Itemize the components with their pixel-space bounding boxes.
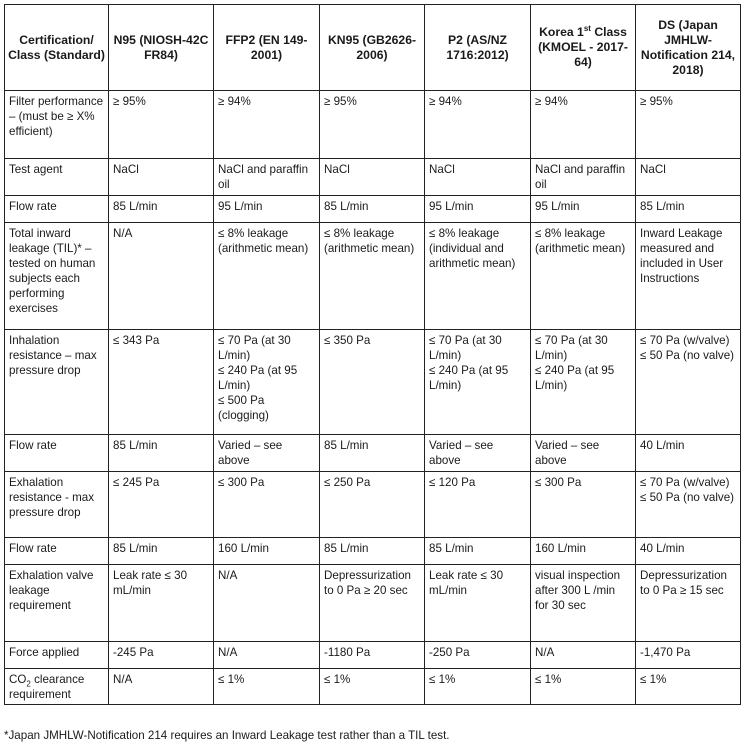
- row-label: Force applied: [5, 642, 109, 669]
- row-label: Flow rate: [5, 538, 109, 565]
- header-cell-p2: P2 (AS/NZ 1716:2012): [425, 5, 531, 91]
- cell-line: ≤ 300 Pa: [218, 476, 265, 489]
- table-cell: [320, 565, 425, 642]
- table-cell: [531, 330, 636, 435]
- table-cell: [320, 642, 425, 669]
- cell-line: ≤ 1%: [218, 673, 245, 686]
- header-cell-standard: Certification/ Class (Standard): [5, 5, 109, 91]
- cell-line: 40 L/min: [640, 439, 685, 452]
- cell-line: 160 L/min: [218, 542, 269, 555]
- cell-line: Varied – see above: [535, 439, 603, 467]
- row-label: Inhalation resistance – max pressure drop: [5, 330, 109, 435]
- table-cell: [636, 223, 741, 330]
- table-cell: [320, 91, 425, 159]
- mask-standards-table: [4, 4, 741, 705]
- header-row: [5, 5, 741, 91]
- row-label: Total inward leakage (TIL)* – tested on human subjects each performing exercises: [5, 223, 109, 330]
- cell-line: ≤ 240 Pa (at 95 L/min): [535, 364, 618, 392]
- table-cell: [636, 472, 741, 538]
- table-cell: [531, 91, 636, 159]
- cell-line: Varied – see above: [429, 439, 497, 467]
- cell-line: ≤ 350 Pa: [324, 334, 371, 347]
- table-cell: [109, 223, 214, 330]
- row-label-sub: 2: [26, 679, 31, 689]
- cell-line: N/A: [113, 227, 133, 240]
- table-cell: [636, 91, 741, 159]
- table-cell: [109, 565, 214, 642]
- cell-line: ≤ 240 Pa (at 95 L/min): [218, 364, 301, 392]
- table-cell: [320, 159, 425, 196]
- header-cell-ffp2: FFP2 (EN 149-2001): [214, 5, 320, 91]
- cell-line: ≤ 245 Pa: [113, 476, 160, 489]
- table-cell: [109, 330, 214, 435]
- cell-line: 160 L/min: [535, 542, 586, 555]
- table-cell: [425, 330, 531, 435]
- cell-line: ≤ 240 Pa (at 95 L/min): [429, 364, 512, 392]
- cell-line: -245 Pa: [113, 646, 154, 659]
- cell-line: ≥ 94%: [429, 95, 462, 108]
- row-label: Flow rate: [5, 435, 109, 472]
- table-cell: [636, 159, 741, 196]
- table-row: [5, 642, 741, 669]
- cell-line: 85 L/min: [113, 439, 158, 452]
- table-cell: [214, 91, 320, 159]
- row-label: [5, 669, 109, 705]
- table-cell: [425, 223, 531, 330]
- row-label-post: clearance requirement: [9, 673, 85, 701]
- table-cell: [531, 538, 636, 565]
- table-cell: [214, 538, 320, 565]
- cell-line: Inward Leakage measured and included in User Instructions: [640, 227, 727, 285]
- cell-line: ≥ 94%: [218, 95, 251, 108]
- table-row: [5, 196, 741, 223]
- table-cell: [320, 196, 425, 223]
- cell-line: ≤ 8% leakage (arithmetic mean): [535, 227, 626, 255]
- table-cell: [109, 196, 214, 223]
- row-label: Flow rate: [5, 196, 109, 223]
- cell-line: ≥ 94%: [535, 95, 568, 108]
- table-cell: [636, 565, 741, 642]
- header-cell-n95: N95 (NIOSH-42C FR84): [109, 5, 214, 91]
- cell-line: Varied – see above: [218, 439, 286, 467]
- cell-line: ≤ 70 Pa (at 30 L/min): [218, 334, 294, 362]
- table-cell: [531, 669, 636, 705]
- cell-line: ≤ 50 Pa (no valve): [640, 491, 735, 504]
- table-row: [5, 669, 741, 705]
- cell-line: ≤ 343 Pa: [113, 334, 160, 347]
- cell-line: N/A: [535, 646, 555, 659]
- cell-line: ≤ 8% leakage (arithmetic mean): [218, 227, 309, 255]
- table-cell: [425, 196, 531, 223]
- cell-line: ≤ 120 Pa: [429, 476, 476, 489]
- table-cell: [636, 538, 741, 565]
- table-body: [5, 91, 741, 705]
- row-label-pre: CO: [9, 673, 27, 686]
- cell-line: ≤ 300 Pa: [535, 476, 582, 489]
- table-cell: [531, 472, 636, 538]
- table-cell: [425, 642, 531, 669]
- table-cell: [320, 223, 425, 330]
- header-cell-korea: [531, 5, 636, 91]
- table-cell: [214, 435, 320, 472]
- cell-line: NaCl: [640, 163, 666, 176]
- cell-line: N/A: [218, 569, 238, 582]
- table-cell: [320, 538, 425, 565]
- table-cell: [109, 435, 214, 472]
- cell-line: NaCl: [113, 163, 139, 176]
- cell-line: ≤ 1%: [640, 673, 667, 686]
- table-cell: [636, 642, 741, 669]
- cell-line: 85 L/min: [113, 200, 158, 213]
- table-cell: [425, 472, 531, 538]
- table-cell: [214, 159, 320, 196]
- cell-line: ≤ 70 Pa (w/valve): [640, 476, 730, 489]
- cell-line: 85 L/min: [113, 542, 158, 555]
- table-cell: [425, 159, 531, 196]
- cell-line: ≤ 8% leakage (arithmetic mean): [324, 227, 415, 255]
- cell-line: N/A: [218, 646, 238, 659]
- header-cell-kn95: KN95 (GB2626-2006): [320, 5, 425, 91]
- cell-line: visual inspection after 300 L /min for 30 sec: [535, 569, 624, 612]
- row-label: Filter performance – (must be ≥ X% efficient): [5, 91, 109, 159]
- table-cell: [636, 330, 741, 435]
- cell-line: 85 L/min: [640, 200, 685, 213]
- table-cell: [109, 159, 214, 196]
- row-label: Exhalation valve leakage requirement: [5, 565, 109, 642]
- cell-line: 95 L/min: [218, 200, 263, 213]
- table-row: [5, 565, 741, 642]
- table-cell: [425, 538, 531, 565]
- row-label: Exhalation resistance - max pressure drop: [5, 472, 109, 538]
- table-cell: [214, 196, 320, 223]
- cell-line: ≤ 8% leakage (individual and arithmetic mean): [429, 227, 516, 270]
- cell-line: 95 L/min: [535, 200, 580, 213]
- table-row: [5, 91, 741, 159]
- cell-line: ≤ 50 Pa (no valve): [640, 349, 735, 362]
- table-cell: [636, 435, 741, 472]
- cell-line: ≤ 1%: [429, 673, 456, 686]
- cell-line: -1180 Pa: [324, 646, 371, 659]
- table-row: [5, 435, 741, 472]
- cell-line: ≤ 250 Pa: [324, 476, 371, 489]
- cell-line: NaCl: [429, 163, 455, 176]
- table-cell: [531, 159, 636, 196]
- cell-line: ≤ 500 Pa (clogging): [218, 394, 269, 422]
- cell-line: 95 L/min: [429, 200, 474, 213]
- cell-line: ≤ 1%: [324, 673, 351, 686]
- row-label: Test agent: [5, 159, 109, 196]
- table-cell: [531, 196, 636, 223]
- table-cell: [214, 565, 320, 642]
- table-row: [5, 159, 741, 196]
- table-row: [5, 472, 741, 538]
- cell-line: ≥ 95%: [324, 95, 357, 108]
- table-cell: [109, 669, 214, 705]
- cell-line: 85 L/min: [324, 542, 369, 555]
- cell-line: 85 L/min: [324, 200, 369, 213]
- table-cell: [214, 223, 320, 330]
- cell-line: 85 L/min: [324, 439, 369, 452]
- table-cell: [214, 669, 320, 705]
- table-cell: [109, 642, 214, 669]
- cell-line: NaCl: [324, 163, 350, 176]
- header-korea-rest: Class (KMOEL - 2017-64): [538, 25, 628, 69]
- table-cell: [214, 642, 320, 669]
- table-cell: [425, 435, 531, 472]
- table-cell: [531, 642, 636, 669]
- cell-line: Leak rate ≤ 30 mL/min: [429, 569, 507, 597]
- table-cell: [636, 669, 741, 705]
- table-cell: [109, 472, 214, 538]
- table-cell: [320, 330, 425, 435]
- header-cell-ds: DS (Japan JMHLW-Notification 214, 2018): [636, 5, 741, 91]
- cell-line: Depressurization to 0 Pa ≥ 15 sec: [640, 569, 731, 597]
- table-cell: [214, 330, 320, 435]
- cell-line: N/A: [113, 673, 133, 686]
- table-cell: [320, 435, 425, 472]
- table-cell: [320, 472, 425, 538]
- header-korea-sup: st: [583, 23, 591, 33]
- table-cell: [109, 538, 214, 565]
- table-cell: [109, 91, 214, 159]
- header-korea-main: Korea 1: [539, 25, 584, 39]
- table-cell: [425, 91, 531, 159]
- table-cell: [636, 196, 741, 223]
- cell-line: -1,470 Pa: [640, 646, 691, 659]
- table-cell: [214, 472, 320, 538]
- cell-line: ≤ 70 Pa (at 30 L/min): [429, 334, 505, 362]
- table-cell: [425, 565, 531, 642]
- table-row: [5, 538, 741, 565]
- cell-line: 40 L/min: [640, 542, 685, 555]
- table-cell: [320, 669, 425, 705]
- cell-line: ≤ 70 Pa (at 30 L/min): [535, 334, 611, 362]
- cell-line: Leak rate ≤ 30 mL/min: [113, 569, 191, 597]
- table-cell: [531, 435, 636, 472]
- table-cell: [531, 223, 636, 330]
- cell-line: ≤ 1%: [535, 673, 562, 686]
- footnote: *Japan JMHLW-Notification 214 requires an Inward Leakage test rather than a TIL test.: [4, 729, 450, 742]
- cell-line: 85 L/min: [429, 542, 474, 555]
- cell-line: ≥ 95%: [113, 95, 146, 108]
- cell-line: NaCl and paraffin oil: [218, 163, 312, 191]
- table-cell: [425, 669, 531, 705]
- cell-line: ≤ 70 Pa (w/valve): [640, 334, 730, 347]
- table-row: [5, 223, 741, 330]
- cell-line: Depressurization to 0 Pa ≥ 20 sec: [324, 569, 415, 597]
- table-row: [5, 330, 741, 435]
- table-cell: [531, 565, 636, 642]
- cell-line: ≥ 95%: [640, 95, 673, 108]
- cell-line: NaCl and paraffin oil: [535, 163, 629, 191]
- cell-line: -250 Pa: [429, 646, 470, 659]
